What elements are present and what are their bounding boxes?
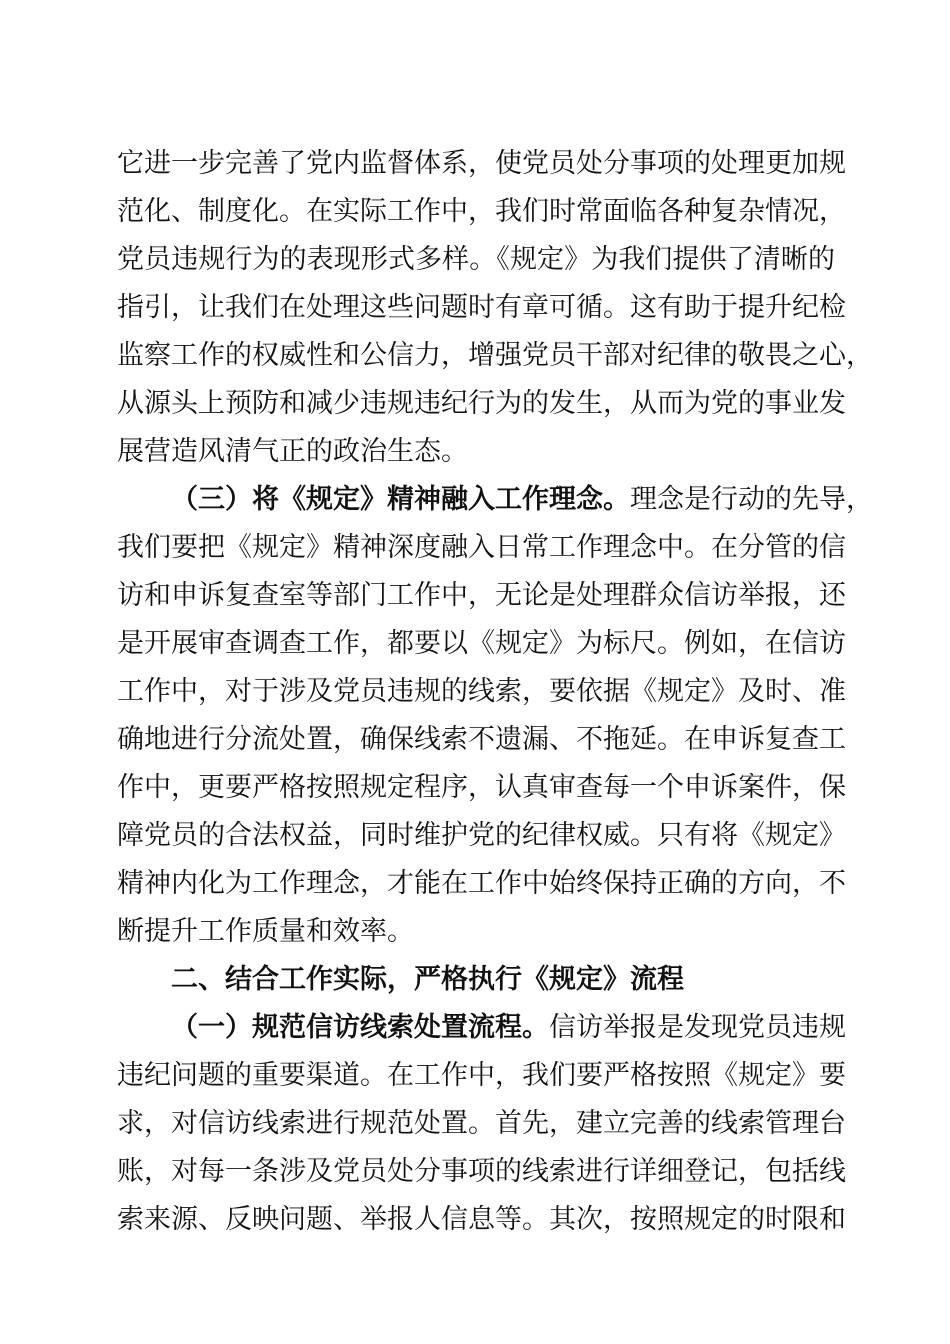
text-line: 党员违规行为的表现形式多样。《规定》为我们提供了清晰的 (117, 244, 835, 275)
text-line: 工作中，对于涉及党员违规的线索，要依据《规定》及时、准 (117, 676, 846, 707)
subsection-lead: （三）将《规定》精神融入工作理念。 (171, 484, 630, 515)
text-line: 我们要把《规定》精神深度融入日常工作理念中。在分管的信 (117, 532, 846, 563)
text-line: 账，对每一条涉及党员处分事项的线索进行详细登记，包括线 (117, 1156, 846, 1187)
text-line: 指引，让我们在处理这些问题时有章可循。这有助于提升纪检 (117, 292, 846, 323)
text-line: 求，对信访线索进行规范处置。首先，建立完善的线索管理台 (117, 1108, 846, 1139)
text-line-first (117, 1004, 846, 1052)
text-line: 索来源、反映问题、举报人信息等。其次，按照规定的时限和 (117, 1204, 846, 1235)
document-page (117, 140, 873, 1244)
section-heading: 二、结合工作实际，严格执行《规定》流程 (171, 964, 684, 995)
text-line: 确地进行分流处置，确保线索不遗漏、不拖延。在申诉复查工 (117, 724, 846, 755)
text-line: 障党员的合法权益，同时维护党的纪律权威。只有将《规定》 (117, 820, 846, 851)
text-line-first (117, 476, 873, 524)
text-fragment: 信访举报是发现党员违规 (549, 1012, 846, 1043)
text-fragment: 理念是行动的先导， (630, 484, 873, 515)
text-line: 从源头上预防和减少违规违纪行为的发生，从而为党的事业发 (117, 388, 846, 419)
text-line: 范化、制度化。在实际工作中，我们时常面临各种复杂情况， (117, 196, 846, 227)
text-line: 监察工作的权威性和公信力，增强党员干部对纪律的敬畏之心， (117, 340, 873, 371)
paragraph-work-philosophy (117, 476, 873, 956)
text-line: 断提升工作质量和效率。 (117, 916, 414, 947)
text-line: 展营造风清气正的政治生态。 (117, 436, 468, 467)
text-line: 作中，更要严格按照规定程序，认真审查每一个申诉案件，保 (117, 772, 846, 803)
subsection-lead: （一）规范信访线索处置流程。 (171, 1012, 549, 1043)
text-line: 精神内化为工作理念，才能在工作中始终保持正确的方向，不 (117, 868, 846, 899)
text-line: 是开展审查调查工作，都要以《规定》为标尺。例如，在信访 (117, 628, 846, 659)
paragraph-supervision-system (117, 140, 873, 476)
text-line: 违纪问题的重要渠道。在工作中，我们要严格按照《规定》要 (117, 1060, 846, 1091)
text-line: 访和申诉复查室等部门工作中，无论是处理群众信访举报，还 (117, 580, 846, 611)
section-heading-2 (117, 956, 835, 1004)
paragraph-petition-clues (117, 1004, 846, 1244)
text-line: 它进一步完善了党内监督体系，使党员处分事项的处理更加规 (117, 148, 846, 179)
